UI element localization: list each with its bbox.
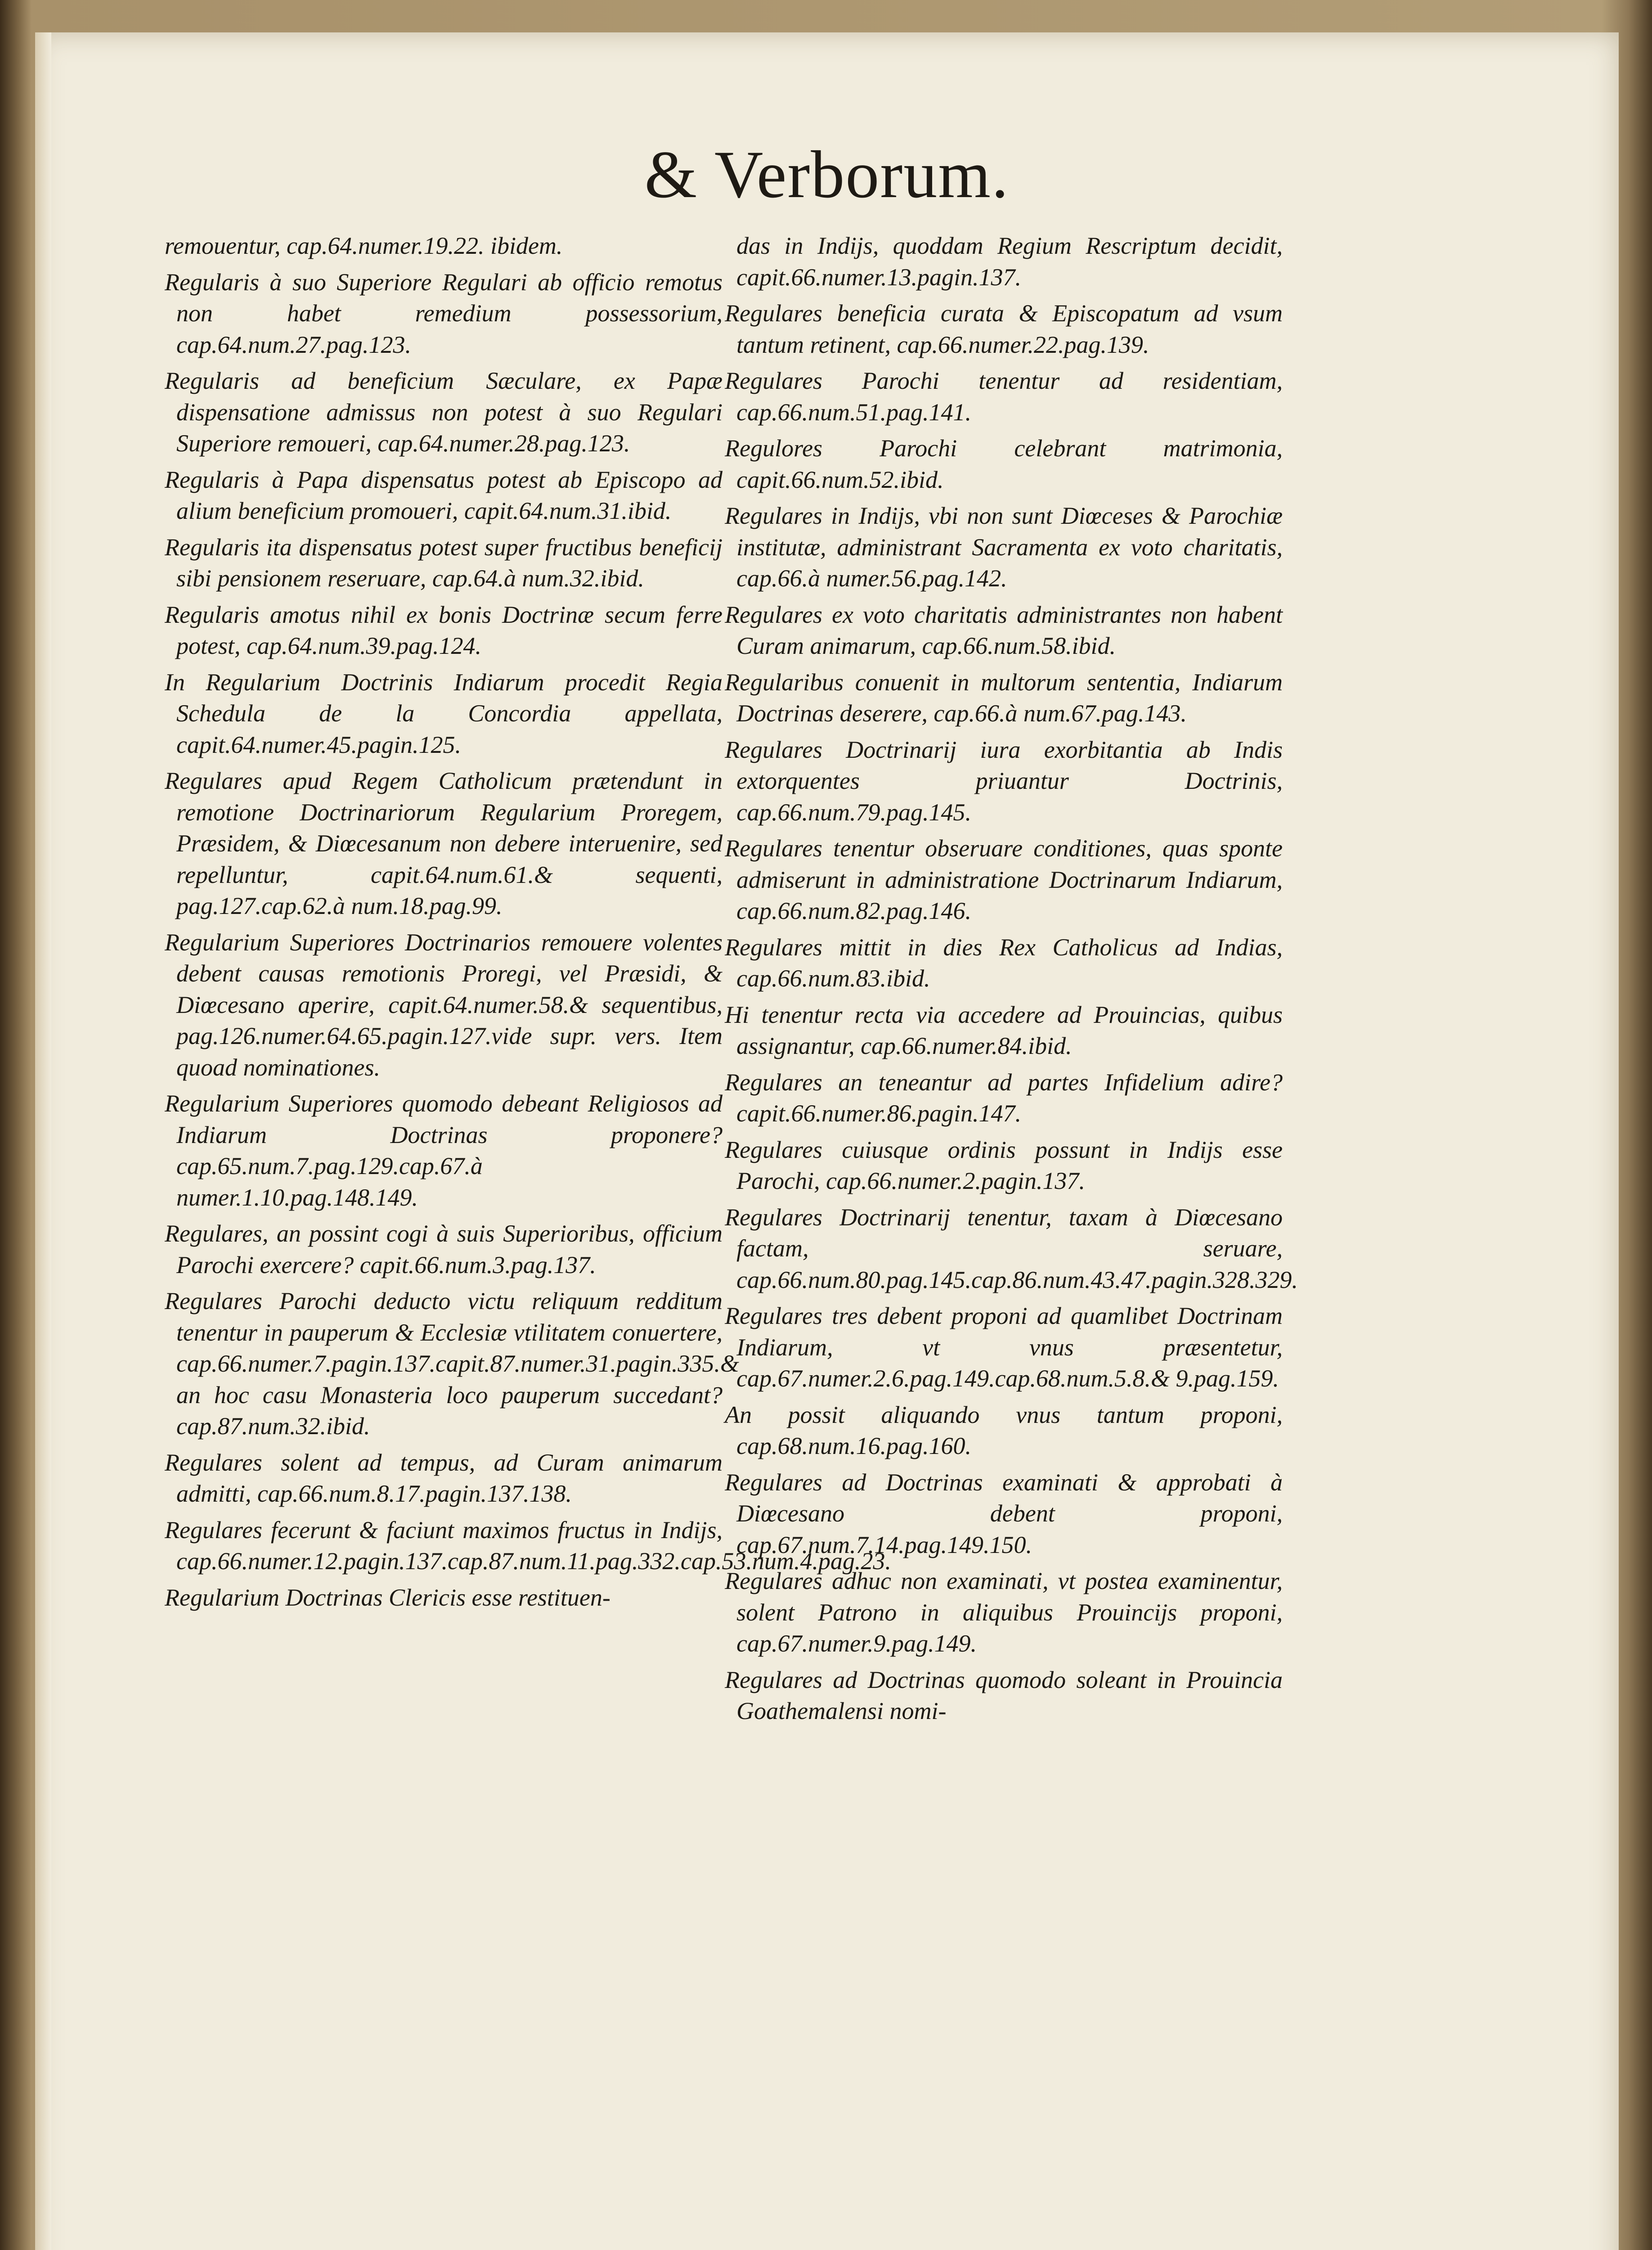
index-entry: Regulares Doctrinarij iura exorbitantia ab Indis extorquentes priuantur Doctrinis, cap.66.num.79.pag.145. [725,736,1283,826]
index-entry: Regulares fecerunt & faciunt maximos fructus in Indijs, cap.66.numer.12.pagin.137.cap.87.num.11.pag.332.cap.53.num.4.pag.23. [165,1516,891,1575]
index-entry: Regularium Superiores Doctrinarios remouere volentes debent causas remotionis Proregi, vel Præsidi, & Diœcesano aperire, capit.64.numer.58.& sequentibus, pag.126.numer.64.65.pagin.127.vide supr. vers. Item quoad nominationes. [165,928,723,1081]
page [35,32,1619,2250]
index-entry: Hi tenentur recta via accedere ad Prouincias, quibus assignantur, cap.66.numer.84.ibid. [725,1001,1283,1059]
index-entry: Regulares ad Doctrinas quomodo soleant in Prouincia Goathemalensi nomi- [725,1666,1283,1724]
index-entry: Regulares solent ad tempus, ad Curam animarum admitti, cap.66.num.8.17.pagin.137.138. [165,1449,723,1507]
index-entry: Regulares ex voto charitatis administrantes non habent Curam animarum, cap.66.num.58.ibid. [725,601,1283,659]
index-entry: remouentur, cap.64.numer.19.22. ibidem. [165,232,563,259]
page-header: & Verborum. [644,137,1010,212]
index-entry: Regulores Parochi celebrant matrimonia, capit.66.num.52.ibid. [725,435,1283,493]
index-entry: Regularis à suo Superiore Regulari ab officio remotus non habet remedium possessorium, cap.64.num.27.pag.123. [165,268,723,358]
index-entry: Regulares apud Regem Catholicum prætendunt in remotione Doctrinariorum Regularium Proregem, Præsidem, & Diœcesanum non debere interuenire, sed repelluntur, capit.64.num.61.& sequenti, pag.127.cap.62.à num.18.pag.99. [165,767,723,919]
index-entry: Regularium Superiores quomodo debeant Religiosos ad Indiarum Doctrinas proponere? cap.65.num.7.pag.129.cap.67.à numer.1.10.pag.148.149. [165,1090,723,1211]
index-entry: Regulares cuiusque ordinis possunt in Indijs esse Parochi, cap.66.numer.2.pagin.137. [725,1136,1283,1194]
index-entry: Regulares beneficia curata & Episcopatum ad vsum tantum retinent, cap.66.numer.22.pag.139. [725,300,1283,358]
index-entry: Regularis à Papa dispensatus potest ab Episcopo ad alium beneficium promoueri, capit.64.num.31.ibid. [165,466,723,524]
index-entry: Regularium Doctrinas Clericis esse restituen- [165,1584,611,1611]
index-entry: An possit aliquando vnus tantum proponi, cap.68.num.16.pag.160. [725,1401,1283,1459]
index-entry: Regularis amotus nihil ex bonis Doctrinæ secum ferre potest, cap.64.num.39.pag.124. [165,601,723,659]
index-entry: Regulares tres debent proponi ad quamlibet Doctrinam Indiarum, vt vnus præsentetur, cap.67.numer.2.6.pag.149.cap.68.num.5.8.& 9.pag.159. [725,1302,1283,1392]
index-entry: Regulares, an possint cogi à suis Superioribus, officium Parochi exercere? capit.66.num.3.pag.137. [165,1220,723,1278]
index-entry: Regularis ad beneficium Sæculare, ex Papæ dispensatione admissus non potest à suo Regulari Superiore remoueri, cap.64.numer.28.pag.123. [165,367,723,457]
index-entry: Regulares Doctrinarij tenentur, taxam à Diœcesano factam, seruare, cap.66.num.80.pag.145.cap.86.num.43.47.pagin.328.329. [725,1203,1298,1293]
index-entry: Regulares adhuc non examinati, vt postea examinentur, solent Patrono in aliquibus Prouincijs proponi, cap.67.numer.9.pag.149. [725,1567,1283,1657]
index-entry: Regulares Parochi deducto victu reliquum redditum tenentur in pauperum & Ecclesiæ vtilitatem conuertere, cap.66.numer.7.pagin.137.capit.87.numer.31.pagin.335.& an hoc casu Monasteria loco pauperum succedant? cap.87.num.32.ibid. [165,1287,739,1440]
index-entry: Regularibus conuenit in multorum sententia, Indiarum Doctrinas deserere, cap.66.à num.67.pag.143. [725,668,1283,727]
left-column [165,230,891,1618]
index-entry: In Regularium Doctrinis Indiarum procedit Regia Schedula de la Concordia appellata, capit.64.numer.45.pagin.125. [165,668,723,758]
index-entry: Regulares tenentur obseruare conditiones, quas sponte admiserunt in administratione Doctrinarum Indiarum, cap.66.num.82.pag.146. [725,835,1283,924]
index-entry: Regulares mittit in dies Rex Catholicus ad Indias, cap.66.num.83.ibid. [725,933,1283,992]
index-entry: Regularis ita dispensatus potest super fructibus beneficij sibi pensionem reseruare, cap.64.à num.32.ibid. [165,533,723,592]
index-entry: Regulares in Indijs, vbi non sunt Diœceses & Parochiæ institutæ, administrant Sacramenta ex voto charitatis, cap.66.à numer.56.pag.142. [725,502,1283,592]
index-entry: Regulares ad Doctrinas examinati & approbati à Diœcesano debent proponi, cap.67.num.7.14.pag.149.150. [725,1468,1283,1558]
index-entry: Regulares Parochi tenentur ad residentiam, cap.66.num.51.pag.141. [725,367,1283,426]
right-column [725,230,1298,1732]
right-column-continuation: das in Indijs, quoddam Regium Rescriptum decidit, capit.66.numer.13.pagin.137. [736,232,1283,291]
gutter-fold [35,32,51,2250]
index-entry: Regulares an teneantur ad partes Infidelium adire? capit.66.numer.86.pagin.147. [725,1068,1283,1127]
